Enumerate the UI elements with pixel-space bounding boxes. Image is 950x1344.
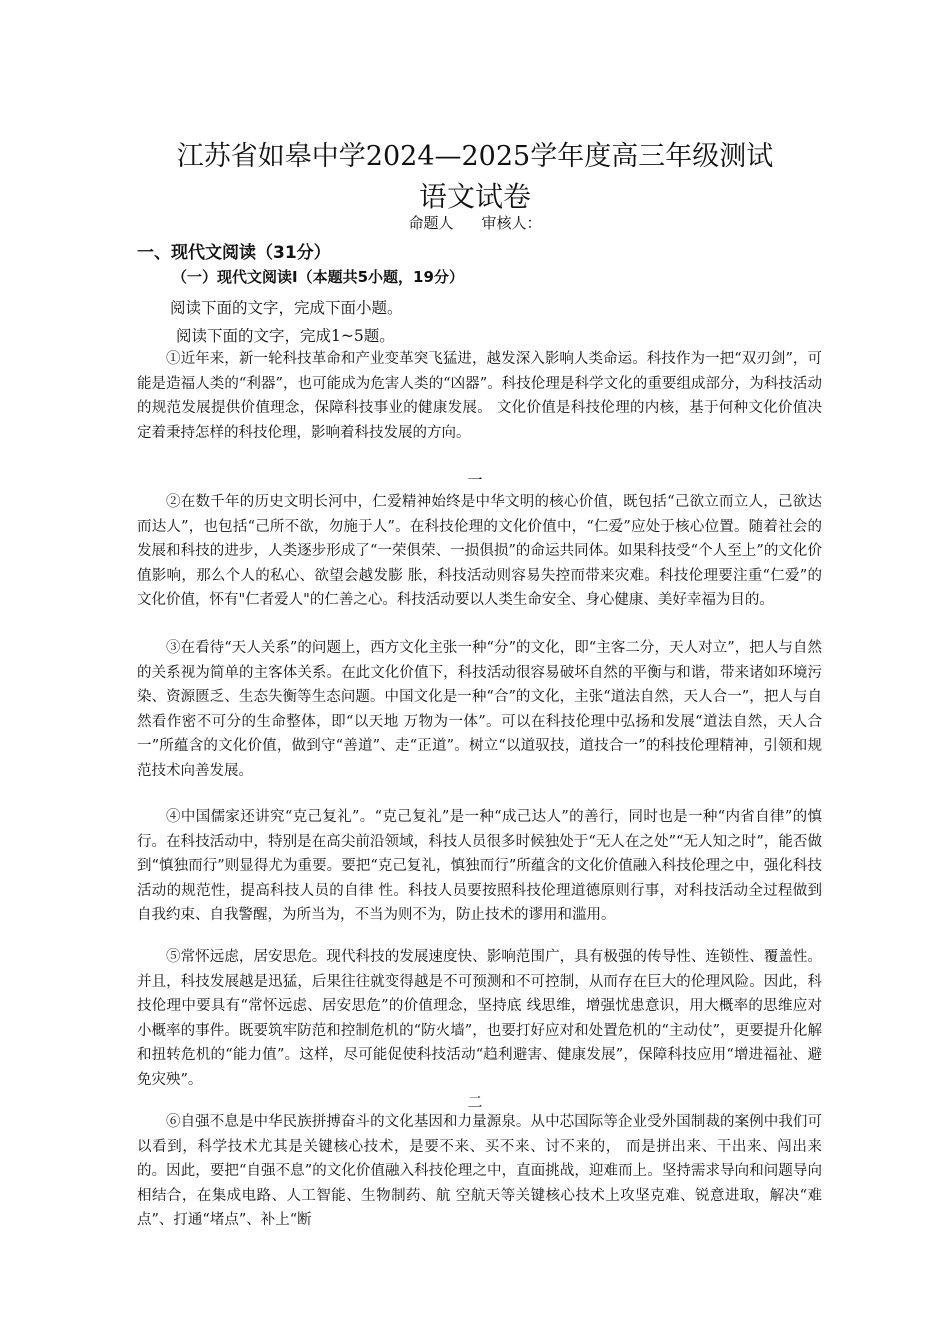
paragraph-1: ①近年来，新一轮科技革命和产业变革突飞猛进，越发深入影响人类命运。科技作为一把“双刃剑”，可能是造福人类的“利器”，也可能成为危害人类的“凶器”。科技伦理是科学文化的重要组成部分，为科技活动的规范发展提供价值理念，保障科技事业的健康发展。 文化价值是科技伦理的内核，基于何种文化价值决定着秉持怎样的科技伦理，影响着科技发展的方向。 <box>137 351 822 441</box>
section-heading: 一、现代文阅读（31分） <box>137 243 331 263</box>
part-divider-two: 二 <box>467 1093 483 1111</box>
instruction-text: 阅读下面的文字，完成下面小题。 <box>170 299 403 317</box>
exam-subject-title: 语文试卷 <box>418 180 531 213</box>
paragraph-2: ②在数千年的历史文明长河中，仁爱精神始终是中华文明的核心价值，既包括“己欲立而立人，己欲达而达人”，也包括“己所不欲，勿施于人”。在科技伦理的文化价值中，“仁爱”应处于核心位置。随着社会的发展和科技的进步，人类逐步形成了“一荣俱荣、一损俱损”的命运共同体。如果科技受“个人至上”的文化价值影响，那么个人的私心、欲望会越发膨 胀，科技活动则容易失控而带来灾难。科技伦理要注重“仁爱”的文化价值，怀有"仁者爱人"的仁善之心。科技活动要以人类生命安全、身心健康、美好幸福为目的。 <box>137 494 822 608</box>
paragraph-6: ⑥自强不息是中华民族拼搏奋斗的文化基因和力量源泉。从中芯国际等企业受外国制裁的案例中我们可以看到，科学技术尤其是关键核心技术，是要不来、买不来、讨不来的， 而是拼出来、干出来、闯出来的。因此，要把“自强不息”的文化价值融入科技伦理之中，直面挑战，迎难而上。坚持需求导向和问题导向相结合，在集成电路、人工智能、生物制药、航 空航天等关键核心技术上攻坚克难、锐意进取，解决“难点”、打通“堵点”、补上“断 <box>137 1114 822 1228</box>
part-divider-one: 一 <box>467 471 483 489</box>
instruction-text-questions: 阅读下面的文字，完成1~5题。 <box>176 327 395 345</box>
subsection-heading: （一）现代文阅读Ⅰ（本题共5小题，19分） <box>172 268 464 286</box>
paragraph-5: ⑤常怀远虑，居安思危。现代科技的发展速度快、影响范围广，具有极强的传导性、连锁性、覆盖性。并且，科技发展越是迅猛，后果往往就变得越是不可预测和不可控制，从而存在巨大的伦理风险。因此，科技伦理中要具有“常怀远虑、居安思危”的价值理念，坚持底 线思维，增强忧患意识，用大概率的思维应对小概率的事件。既要筑牢防范和控制危机的“防火墙”，也要打好应对和处置危机的“主动仗”，更要提升化解和扭转危机的“能力值”。这样，尽可能促使科技活动“趋利避害、健康发展”，保障科技应用“增进福祉、避免灾殃”。 <box>137 949 822 1088</box>
paragraph-4: ④中国儒家还讲究“克己复礼”。“克己复礼”是一种“成己达人”的善行，同时也是一种“内省自律”的慎行。在科技活动中，特别是在高尖前沿领域，科技人员很多时候独处于“无人在之处”“无人知之时”，能否做到“慎独而行”则显得尤为重要。要把“克己复礼，慎独而行”所蕴含的文化价值融入科技伦理之中，强化科技活动的规范性，提高科技人员的自律 性。科技人员要按照科技伦理道德原则行事，对科技活动全过程做到自我约束、自我警醒，为所当为，不当为则不为，防止技术的谬用和滥用。 <box>137 809 822 923</box>
proposer-label: 命题人 <box>408 214 454 232</box>
authors-line <box>0 212 950 233</box>
reviewer-label: 审核人： <box>481 214 542 232</box>
paragraph-3: ③在看待“天人关系”的问题上，西方文化主张一种“分”的文化，即“主客二分，天人对立”，把人与自然的关系视为简单的主客体关系。在此文化价值下，科技活动很容易破坏自然的平衡与和谐，带来诸如环境污染、资源匮乏、生态失衡等生态问题。中国文化是一种“合”的文化，主张“道法自然，天人合一”，把人与自然看作密不可分的生命整体，即“以天地 万物为一体”。可以在科技伦理中弘扬和发展“道法自然，天人合一”所蕴含的文化价值，做到守“善道”、走“正道”。树立“以道驭技，道技合一”的科技伦理精神，引领和规范技术向善发展。 <box>137 640 822 779</box>
exam-title: 江苏省如皋中学2024—2025学年度高三年级测试 <box>176 141 774 172</box>
